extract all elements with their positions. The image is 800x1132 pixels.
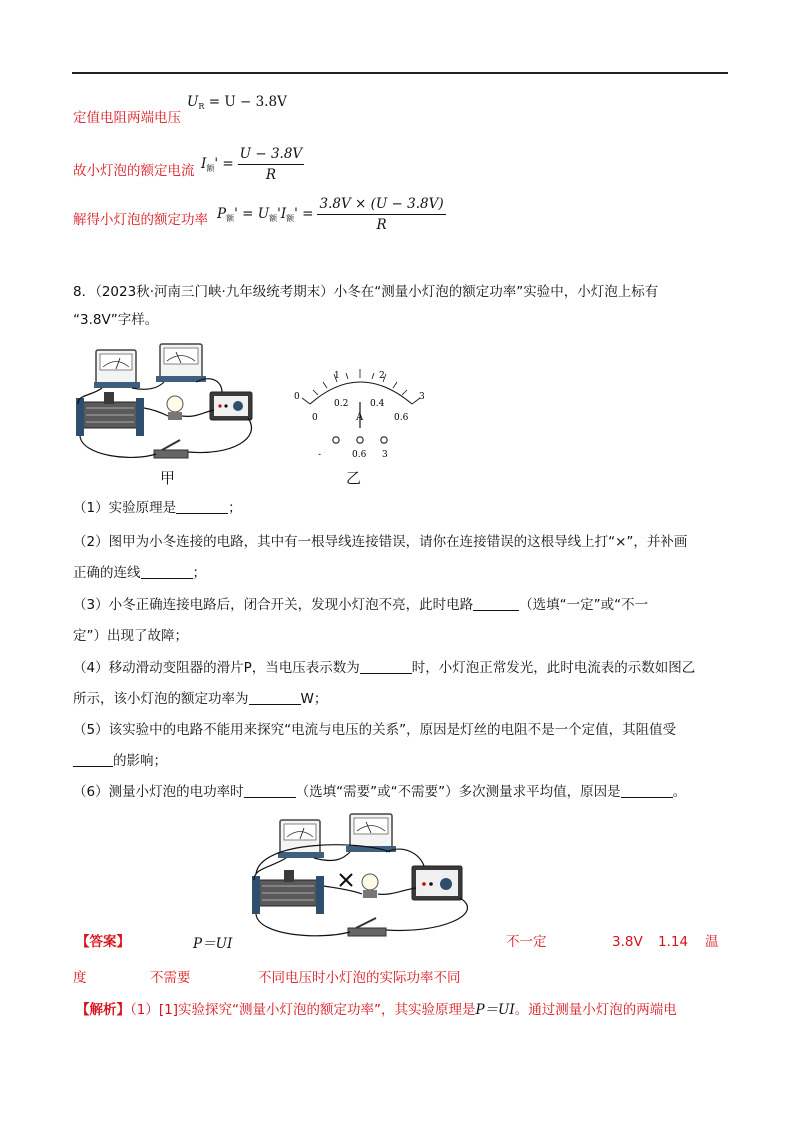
ammeter-dial-yi — [288, 362, 438, 466]
answer-item-6a: 温 — [705, 934, 719, 950]
answer-item-7: 不需要 — [150, 970, 191, 986]
analysis-line: 【解析】（1）[1]实验探究“测量小灯泡的额定功率”，其实验原理是P＝UI。通过测量小灯泡的两端电 — [76, 1002, 677, 1018]
answer-item-3: 不一定 — [506, 934, 547, 950]
svg-text:0: 0 — [312, 413, 318, 423]
ammeter-meter — [94, 350, 140, 388]
solution-line1-label: 定值电阻两端电压 — [73, 110, 181, 126]
question-stem: 8．（2023秋·河南三门峡·九年级统考期末）小冬在“测量小灯泡的额定功率”实验中，小灯泡上标有 — [73, 284, 659, 300]
svg-text:-: - — [318, 450, 322, 460]
part-5: （5）该实验中的电路不能用来探究“电流与电压的关系”，原因是灯丝的电阻不是一个定值，其阻值受 — [73, 722, 677, 738]
solution-line2-label: 故小灯泡的额定电流 — [73, 163, 195, 179]
svg-text:0.6: 0.6 — [394, 413, 409, 423]
power-supply — [210, 392, 252, 420]
answer-blank[interactable] — [141, 564, 193, 579]
svg-text:0.2: 0.2 — [334, 399, 349, 409]
part-6: （6）测量小灯泡的电功率时 （选填“需要”或“不需要”）多次测量求平均值，原因是 。 — [73, 784, 687, 800]
figure-label-jia: 甲 — [160, 469, 176, 487]
svg-text:2: 2 — [379, 371, 385, 381]
circuit-figure-jia — [72, 338, 272, 468]
wrong-wire-cross-mark — [340, 874, 352, 886]
solution-line3-formula: $P_额' = U_额'I_额'$ = $\frac{3.8V \times (U - 3.8V)}{R}$ — [217, 196, 444, 233]
solution-line1-formula: $U_R = U - 3.8V$ — [187, 94, 287, 111]
answer-item-4: 3.8V — [612, 934, 643, 950]
answer-blank[interactable] — [473, 596, 519, 611]
solution-line3-label: 解得小灯泡的额定功率 — [73, 212, 208, 228]
part-4: （4）移动滑动变阻器的滑片P，当电压表示数为 时，小灯泡正常发光，此时电流表的示数如图乙 — [73, 660, 696, 676]
figure-label-yi: 乙 — [346, 469, 362, 487]
svg-text:3: 3 — [419, 392, 425, 402]
answer-item-1: P＝UI — [193, 936, 233, 952]
answer-blank[interactable] — [249, 690, 301, 705]
svg-text:A: A — [356, 412, 364, 423]
svg-text:0.6: 0.6 — [352, 450, 367, 460]
answer-blank[interactable] — [621, 783, 673, 798]
header-rule — [72, 72, 728, 74]
voltmeter-meter — [156, 344, 206, 382]
rheostat — [76, 392, 144, 436]
answer-blank[interactable] — [73, 752, 113, 767]
answer-blank[interactable] — [360, 659, 412, 674]
part-1: （1）实验原理是 ； — [73, 500, 242, 516]
answer-item-6b: 度 — [73, 970, 87, 986]
svg-text:0: 0 — [294, 392, 300, 402]
answer-item-5: 1.14 — [658, 934, 689, 950]
part-2-cont: 正确的连线 ； — [73, 565, 206, 581]
light-bulb — [167, 396, 183, 420]
part-4-cont: 所示，该小灯泡的额定功率为 W； — [73, 691, 328, 707]
svg-text:1: 1 — [334, 371, 340, 381]
svg-text:3: 3 — [382, 450, 388, 460]
part-3: （3）小冬正确连接电路后，闭合开关，发现小灯泡不亮，此时电路 （选填“一定”或“不一 — [73, 597, 649, 613]
answer-tag: 【答案】 — [76, 934, 130, 950]
solution-line2-formula: $I_额'$ = $\frac{U - 3.8V}{R}$ — [201, 146, 303, 183]
question-stem-cont: “3.8V”字样。 — [73, 312, 159, 328]
answer-circuit-figure — [240, 810, 490, 942]
svg-text:0.4: 0.4 — [370, 399, 385, 409]
answer-blank[interactable] — [176, 499, 228, 514]
switch — [154, 440, 188, 458]
part-2: （2）图甲为小冬连接的电路，其中有一根导线连接错误，请你在连接错误的这根导线上打“×”，并补画 — [73, 534, 688, 550]
part-5-cont: 的影响； — [73, 750, 167, 772]
answer-item-8: 不同电压时小灯泡的实际功率不同 — [258, 970, 461, 986]
answer-blank[interactable] — [244, 783, 296, 798]
part-3-cont: 定”）出现了故障； — [73, 628, 188, 644]
